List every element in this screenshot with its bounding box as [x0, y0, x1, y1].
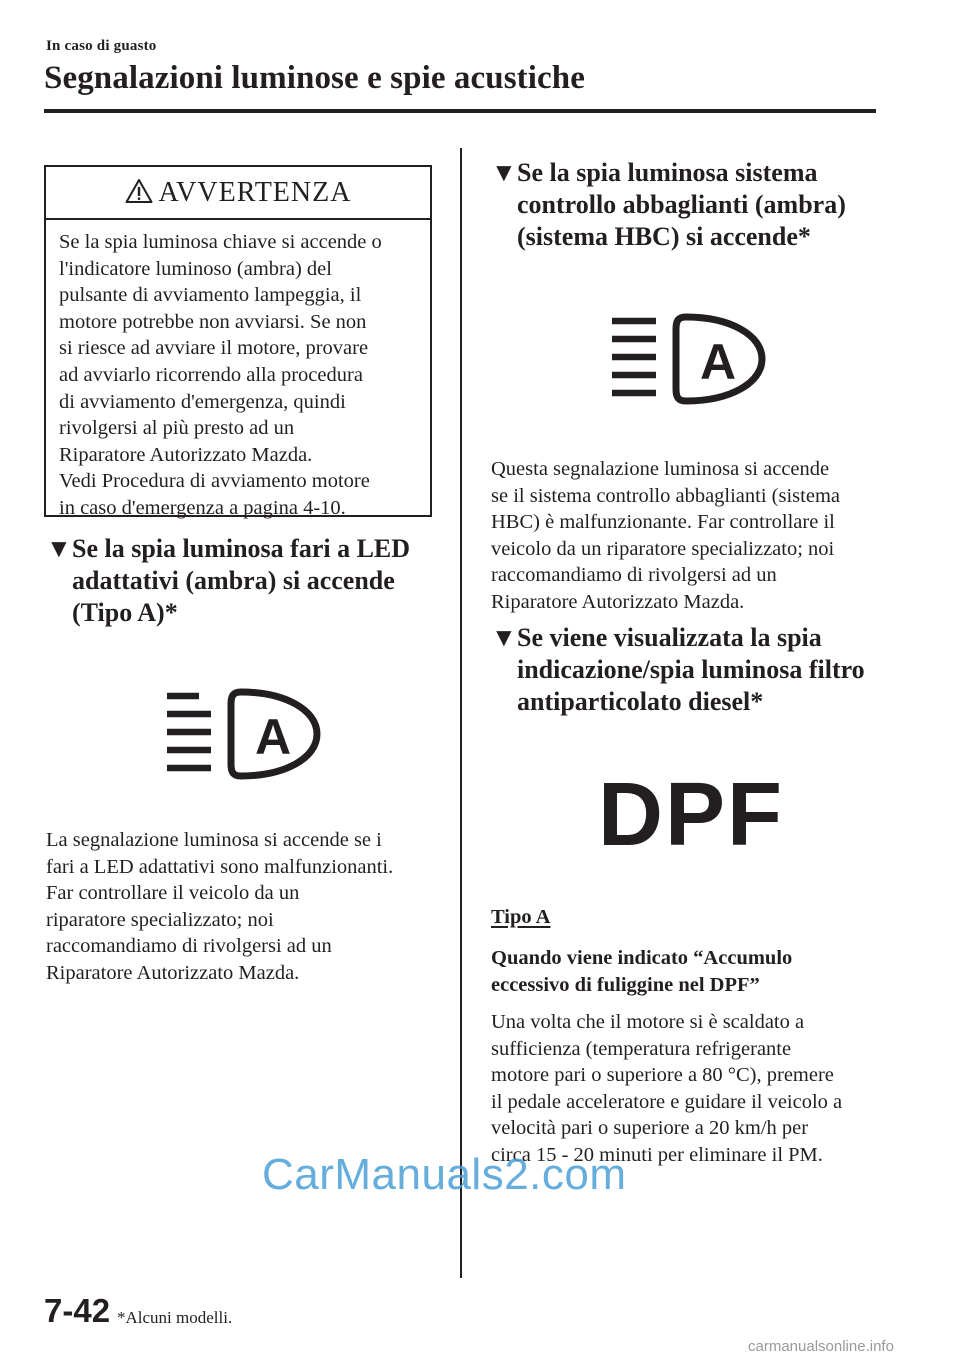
- body-line: riparatore specializzato; noi: [46, 908, 274, 931]
- body-line: velocità pari o superiore a 20 km/h per: [491, 1117, 809, 1140]
- subheading-line: eccessivo di fuliggine nel DPF”: [491, 973, 760, 996]
- body-line: HBC) è malfunzionante. Far controllare il: [491, 511, 835, 534]
- body-line: sufficienza (temperatura refrigerante: [491, 1037, 792, 1060]
- section-heading-line: Se viene visualizzata la spia: [517, 623, 822, 652]
- icon-letter-a: A: [699, 334, 737, 390]
- body-line: La segnalazione luminosa si accende se i: [46, 829, 382, 851]
- warning-line: Se la spia luminosa chiave si accende o: [59, 231, 382, 253]
- footnote: *Alcuni modelli.: [117, 1308, 233, 1327]
- body-line: fari a LED adattativi sono malfunzionanti.: [46, 855, 394, 878]
- section-heading-line: antiparticolato diesel*: [517, 687, 764, 716]
- warning-line: di avviamento d'emergenza, quindi: [59, 390, 346, 413]
- warning-line: si riesce ad avviare il motore, provare: [59, 337, 369, 360]
- page-title: Segnalazioni luminose e spie acustiche: [44, 60, 585, 96]
- section-body-hbc: [491, 456, 840, 616]
- section-heading-line: controllo abbaglianti (ambra): [517, 190, 846, 219]
- icon-letter-a: A: [254, 709, 292, 765]
- section-heading-led: [46, 533, 446, 629]
- body-line: raccomandiamo di rivolgersi ad un: [46, 935, 332, 958]
- column-divider: [460, 148, 462, 1278]
- body-line: Questa segnalazione luminosa si accende: [491, 458, 830, 480]
- body-line: veicolo da un riparatore specializzato; noi: [491, 537, 835, 560]
- section-body-led: [46, 827, 393, 987]
- body-line: motore pari o superiore a 80 °C), premere: [491, 1064, 834, 1087]
- warning-text: [59, 229, 427, 522]
- watermark: CarManuals2.com: [262, 1150, 627, 1199]
- section-heading-line: Se la spia luminosa fari a LED: [72, 534, 411, 563]
- section-heading-dpf: [491, 622, 911, 718]
- warning-line: Vedi Procedura di avviamento motore: [59, 470, 370, 493]
- section-heading-hbc: [491, 157, 911, 253]
- body-line: Riparatore Autorizzato Mazda.: [491, 590, 745, 613]
- section-heading-line: (sistema HBC) si accende*: [517, 222, 811, 251]
- subheading-line: Quando viene indicato “Accumulo: [491, 947, 793, 969]
- warning-line: pulsante di avviamento lampeggia, il: [59, 284, 362, 307]
- warning-line: l'indicatore luminoso (ambra) del: [59, 257, 332, 280]
- breadcrumb: In caso di guasto: [46, 38, 157, 54]
- body-line: il pedale acceleratore e guidare il veicolo a: [491, 1090, 843, 1113]
- site-credit: carmanualsonline.info: [748, 1338, 894, 1355]
- adaptive-headlight-a-icon: [165, 688, 325, 780]
- body-line: raccomandiamo di rivolgersi ad un: [491, 564, 777, 587]
- high-beam-control-a-icon: [610, 313, 770, 405]
- warning-triangle-icon: [125, 178, 153, 204]
- section-marker: ▼: [46, 534, 72, 563]
- body-line: Far controllare il veicolo da un: [46, 882, 300, 905]
- warning-box: [44, 165, 432, 517]
- warning-line: ad avviarlo ricorrendo alla procedura: [59, 363, 363, 386]
- title-rule: [44, 109, 876, 113]
- section-heading-line: Se la spia luminosa sistema: [517, 158, 818, 187]
- warning-line: motore potrebbe non avviarsi. Se non: [59, 310, 367, 333]
- section-heading-line: indicazione/spia luminosa filtro: [517, 655, 865, 684]
- section-marker: ▼: [491, 623, 517, 652]
- section-heading-line: adattativi (ambra) si accende: [72, 566, 395, 595]
- warning-line: in caso d'emergenza a pagina 4-10.: [59, 496, 346, 519]
- section-body-dpf: [491, 1009, 842, 1169]
- body-line: se il sistema controllo abbaglianti (sistema: [491, 484, 840, 507]
- section-heading-line: (Tipo A)*: [72, 598, 178, 627]
- body-line: Una volta che il motore si è scaldato a: [491, 1011, 805, 1033]
- dpf-indicator-icon: DPF: [598, 765, 784, 865]
- page-number: 7-42: [44, 1292, 111, 1329]
- warning-header: [46, 167, 430, 220]
- section-marker: ▼: [491, 158, 517, 187]
- body-line: Riparatore Autorizzato Mazda.: [46, 961, 300, 984]
- body-line: circa 15 - 20 minuti per eliminare il PM.: [491, 1143, 823, 1166]
- warning-line: rivolgersi al più presto ad un: [59, 417, 295, 440]
- warning-line: Riparatore Autorizzato Mazda.: [59, 443, 313, 466]
- warning-title: AVVERTENZA: [158, 176, 352, 208]
- type-label: Tipo A: [491, 906, 551, 928]
- dpf-subheading: [491, 945, 792, 998]
